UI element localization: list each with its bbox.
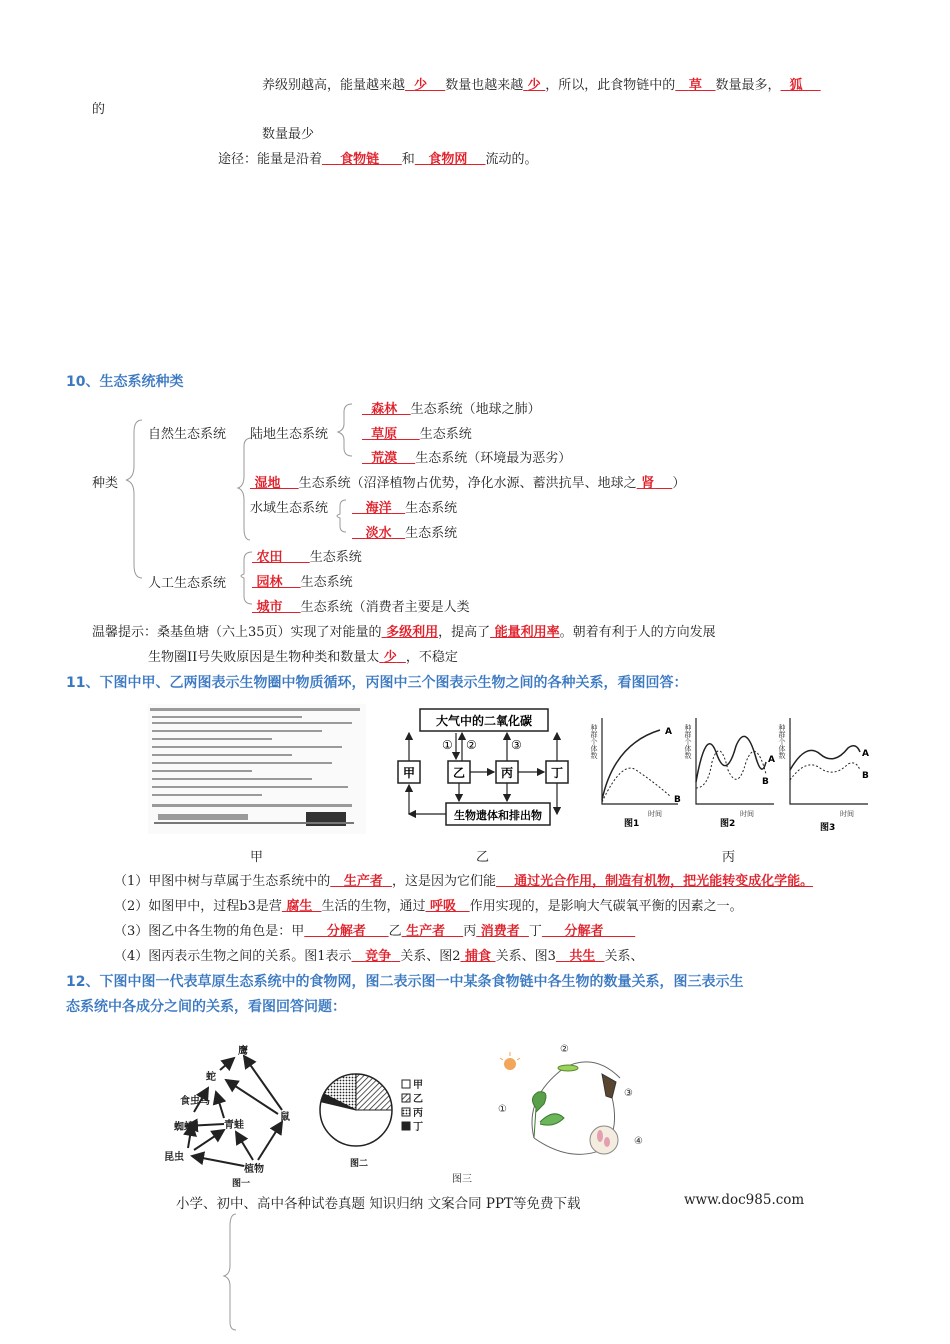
g3-curve-b <box>790 763 860 780</box>
web-insect: 昆虫 <box>164 1152 184 1163</box>
g3-caption: 图3 <box>820 823 836 833</box>
pie-chart <box>318 1070 442 1190</box>
section-10-title: 10、生态系统种类 <box>66 374 184 390</box>
ocean-item: 海洋 生态系统 <box>365 501 458 516</box>
process-1: ① <box>442 738 453 752</box>
category-root: 种类 <box>92 476 119 491</box>
g1-curve-a <box>602 730 660 800</box>
process-3: ③ <box>511 738 522 752</box>
caption-jia: 甲 <box>250 850 264 865</box>
pie-legend-yi: 乙 <box>413 1094 423 1105</box>
pie-slice-yi <box>356 1074 392 1110</box>
g1-xlabel: 时间 <box>648 810 662 818</box>
farmland-item: 农田 生态系统 <box>256 550 362 565</box>
g1-ylabel: 种群个体数 <box>590 724 598 759</box>
section-12-title-2: 态系统中各成分之间的关系，看图回答问题： <box>66 999 346 1015</box>
footer-text: 小学、初中、高中各种试卷真题 知识归纳 文案合同 PPT等免费下载 <box>176 1196 581 1212</box>
answer: 少 <box>414 78 428 93</box>
web-mouse: 鼠 <box>280 1112 290 1123</box>
city-item: 城市 生态系统（消费者主要是人类 <box>256 600 470 615</box>
answer: 少 <box>527 78 541 93</box>
g3-label-b: B <box>862 771 869 781</box>
tip-line-1: 温馨提示：桑基鱼塘（六上35页）实现了对能量的 多级利用，提高了 能量利用率。朝着有利于人的方向发展 <box>92 625 716 640</box>
g3-curve-a <box>790 746 860 770</box>
bottom-brace <box>222 1212 242 1332</box>
web-frog: 青蛙 <box>224 1120 244 1131</box>
yi-box: 乙 <box>452 766 466 780</box>
carbon-cycle-diagram <box>392 703 578 833</box>
answer: 食物链 <box>340 152 380 167</box>
g3-label-a: A <box>862 749 869 759</box>
artificial-ecosystem: 人工生态系统 <box>148 576 227 591</box>
wetland-item: 湿地 生态系统（沼泽植物占优势，净化水源、蓄洪抗旱、地球之 肾 ） <box>254 476 686 491</box>
figure-jia-image <box>148 704 366 834</box>
fig3-label-2: ② <box>560 1044 569 1055</box>
g1-curve-b <box>602 768 670 802</box>
g2-label-b: B <box>762 777 769 787</box>
g1-caption: 图1 <box>624 819 640 829</box>
web-snake: 蛇 <box>206 1072 216 1083</box>
web-eagle: 鹰 <box>238 1046 248 1057</box>
g1-label-a: A <box>665 727 672 737</box>
answer: 草 <box>688 78 702 93</box>
web-plant: 植物 <box>244 1164 264 1175</box>
g3-xlabel: 时间 <box>840 810 854 818</box>
fig3-label-3: ③ <box>624 1088 633 1099</box>
relationship-graphs <box>590 712 884 842</box>
g1-label-b: B <box>674 795 681 805</box>
ding-box: 丁 <box>550 766 564 780</box>
energy-line-4: 途径：能量是沿着 食物链 和 食物网 流动的。 <box>218 152 538 167</box>
g3-ylabel: 种群个体数 <box>778 724 786 759</box>
question-4: （4）图丙表示生物之间的关系。图1表示 竞争 关系、图2 捕食 关系、图3 共生 关系、 <box>114 949 644 964</box>
section-12-title-1: 12、下图中图一代表草原生态系统中的食物网，图二表示图一中某条食物链中各生物的数量关系，图三表示生 <box>66 974 744 990</box>
web-spider: 蜘蛛 <box>174 1122 194 1133</box>
pie-legend-bing: 丙 <box>413 1108 423 1119</box>
energy-line-1: 养级别越高，能量越来越 少 数量也越来越 少 ，所以，此食物链中的 草 数量最多， 狐 <box>262 74 821 93</box>
freshwater-item: 淡水 生态系统 <box>365 526 458 541</box>
web-caption: 图一 <box>232 1179 251 1189</box>
pie-caption: 图二 <box>350 1159 369 1169</box>
fig3-caption: 图三 <box>452 1174 472 1185</box>
question-2: （2）如图甲中，过程b3是营 腐生 生活的生物，通过 呼吸 作用实现的，是影响大气碳氧平衡的因素之一。 <box>114 899 743 914</box>
land-ecosystem: 陆地生态系统 <box>250 427 329 442</box>
g2-xlabel: 时间 <box>740 810 754 818</box>
classification-braces <box>0 0 950 620</box>
energy-line-3: 数量最少 <box>262 127 315 142</box>
remains-box: 生物遗体和排出物 <box>454 809 542 822</box>
section-11-title: 11、下图中甲、乙两图表示生物圈中物质循环，丙图中三个图表示生物之间的各种关系，看图回答： <box>66 675 688 691</box>
food-web-diagram <box>158 1040 308 1188</box>
caption-yi: 乙 <box>476 850 490 865</box>
bing-box: 丙 <box>500 766 514 780</box>
co2-box: 大气中的二氧化碳 <box>435 714 533 728</box>
ecosystem-figure <box>494 1038 654 1172</box>
natural-ecosystem: 自然生态系统 <box>148 427 227 442</box>
question-3: （3）图乙中各生物的角色是：甲 分解者 乙 生产者 丙 消费者 丁 分解者 <box>114 924 604 939</box>
answer: 狐 <box>789 78 803 93</box>
pie-legend-ding: 丁 <box>413 1122 423 1133</box>
web-bird: 食虫鸟 <box>180 1096 210 1107</box>
g2-curve-a <box>696 736 766 782</box>
garden-item: 园林 生态系统 <box>256 575 353 590</box>
energy-line-2: 的 <box>92 102 106 117</box>
pie-legend-jia: 甲 <box>413 1080 423 1091</box>
g2-label-a: A <box>768 755 775 765</box>
caption-bing: 丙 <box>722 850 736 865</box>
process-2: ② <box>466 738 477 752</box>
question-1: （1）甲图中树与草属于生态系统中的 生产者 ，这是因为它们能 通过光合作用，制造有机物，把光能转变成化学能。 <box>114 874 814 889</box>
grassland-item: 草原 生态系统 <box>371 427 472 442</box>
g2-caption: 图2 <box>720 819 736 829</box>
footer-url[interactable]: www.doc985.com <box>684 1192 805 1208</box>
fig3-label-1: ① <box>498 1104 507 1115</box>
desert-item: 荒漠 生态系统（环境最为恶劣） <box>371 451 572 466</box>
g2-ylabel: 种群个体数 <box>684 724 692 759</box>
fig3-label-4: ④ <box>634 1136 643 1147</box>
water-ecosystem: 水域生态系统 <box>250 501 329 516</box>
tip-line-2: 生物圈II号失败原因是生物种类和数量太 少 ，不稳定 <box>148 650 458 665</box>
forest-item: 森林 生态系统（地球之肺） <box>371 402 541 417</box>
jia-box: 甲 <box>402 766 416 780</box>
answer: 食物网 <box>428 152 468 167</box>
